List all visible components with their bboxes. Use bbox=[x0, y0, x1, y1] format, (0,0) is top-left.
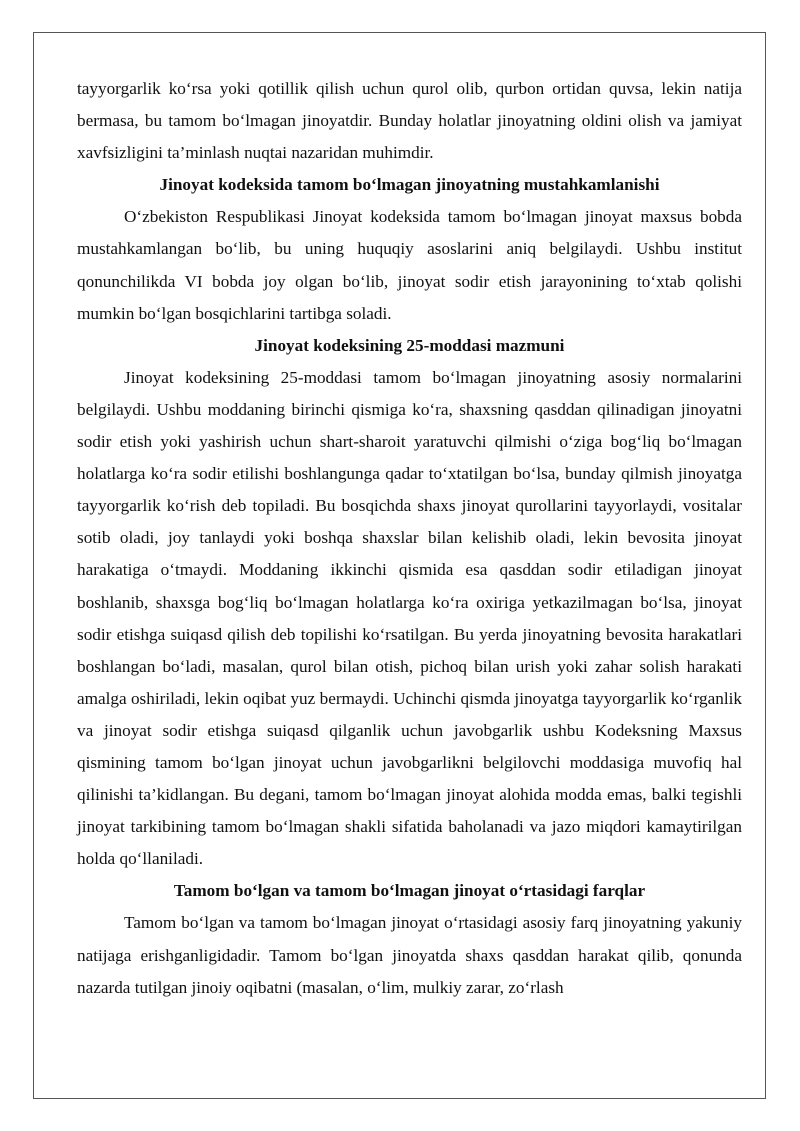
paragraph-kodeks: O‘zbekiston Respublikasi Jinoyat kodeksida tamom bo‘lmagan jinoyat maxsus bobda mustahkamlangan bo‘lib, bu uning huquqiy asoslarini aniq belgilaydi. Ushbu institut qonunchilikda VI bobda joy olgan bo‘lib, jinoyat sodir etish jarayonining to‘xtab qolishi mumkin bo‘lgan bosqichlarini tartibga soladi. bbox=[77, 207, 742, 323]
paragraph-farqlar: Tamom bo‘lgan va tamom bo‘lmagan jinoyat o‘rtasidagi asosiy farq jinoyatning yakuniy natijaga erishganligidadir. Tamom bo‘lgan jinoyatda shaxs qasddan harakat qilib, qonunda nazarda tutilgan jinoiy oqibatni (masalan, o‘lim, mulkiy zarar, zo‘rlash bbox=[77, 913, 742, 997]
section-heading-25-modda: Jinoyat kodeksining 25-moddasi mazmuni bbox=[254, 335, 565, 355]
paragraph-continuation: tayyorgarlik ko‘rsa yoki qotillik qilish uchun qurol olib, qurbon ortidan quvsa, lekin natija bermasa, bu tamom bo‘lmagan jinoyatdir. Bunday holatlar jinoyatning oldini olish va jamiyat xavfsizligini ta’minlash nuqtai nazaridan muhimdir. bbox=[77, 79, 742, 163]
section-heading-kodeks: Jinoyat kodeksida tamom bo‘lmagan jinoyatning mustahkamlanishi bbox=[159, 175, 660, 195]
section-heading-farqlar: Tamom bo‘lgan va tamom bo‘lmagan jinoyat o‘rtasidagi farqlar bbox=[173, 881, 646, 901]
paragraph-25-modda: Jinoyat kodeksining 25-moddasi tamom bo‘lmagan jinoyatning asosiy normalarini belgilaydi. Ushbu moddaning birinchi qismiga ko‘ra, shaxsning qasddan qilinadigan jinoyatni sodir etish yoki yashirish uchun shart-sharoit yaratuvchi qilmishi o‘ziga bog‘liq bo‘lmagan holatlarga ko‘ra sodir etilishi boshlangunga qadar to‘xtatilgan bo‘lsa, bunday qilmish jinoyatga tayyorgarlik ko‘rish deb topiladi. Bu bosqichda shaxs jinoyat qurollarini tayyorlaydi, vositalar sotib oladi, joy tanlaydi yoki boshqa shaxslar bilan kelishib oladi, lekin bevosita jinoyat harakatiga o‘tmaydi. Moddaning ikkinchi qismida esa qasddan sodir etiladigan jinoyat boshlanib, shaxsga bog‘liq bo‘lmagan holatlarga ko‘ra oxiriga yetkazilmagan bo‘lsa, jinoyat sodir etishga suiqasd qilish deb topilishi ko‘rsatilgan. Bu yerda jinoyatning bevosita harakatlari boshlangan bo‘ladi, masalan, qurol bilan otish, pichoq bilan urish yoki zahar solish harakati amalga oshiriladi, lekin oqibat yuz bermaydi. Uchinchi qismda jinoyatga tayyorgarlik ko‘rganlik va jinoyat sodir etishga suiqasd qilganlik uchun javobgarlik ushbu Kodeksning Maxsus qismining tamom bo‘lgan jinoyat uchun javobgarlikni belgilovchi moddasiga muvofiq hal qilinishi ta’kidlangan. Bu degani, tamom bo‘lmagan jinoyat alohida modda emas, balki tegishli jinoyat tarkibining tamom bo‘lmagan shakli sifatida baholanadi va jazo miqdori kamaytirilgan holda qo‘llaniladi. bbox=[77, 367, 742, 869]
document-body bbox=[77, 73, 742, 1004]
